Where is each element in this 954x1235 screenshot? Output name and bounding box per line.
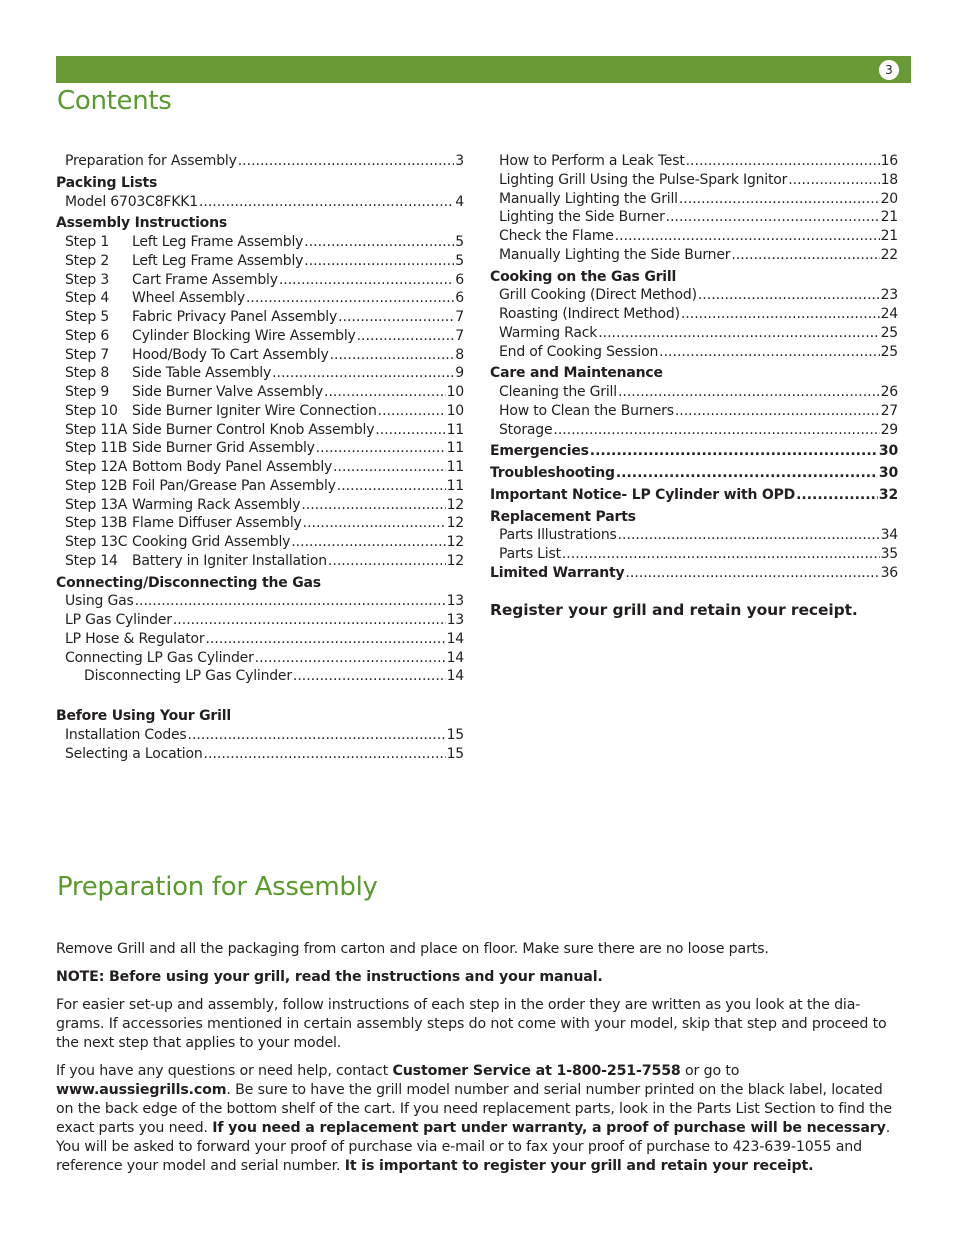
toc-page-number: 12 [446,515,464,532]
toc-entry[interactable] [56,592,464,611]
toc-entry-label: LP Gas Cylinder [65,612,172,628]
toc-page-number: 15 [446,726,464,743]
toc-dot-leader [199,193,454,212]
toc-entry-label: Disconnecting LP Gas Cylinder [84,668,292,685]
toc-entry-label: Step 9 Side Burner Valve Assembly [65,384,323,400]
toc-page-number: 12 [446,552,464,569]
toc-section-heading [490,508,898,527]
toc-entry-label: Using Gas [65,593,134,610]
toc-entry[interactable] [56,271,464,290]
toc-dot-leader [328,552,446,571]
toc-dot-leader [338,308,454,327]
toc-dot-leader [590,442,878,461]
toc-right-column [490,152,898,619]
toc-dot-leader [272,364,454,383]
toc-entry[interactable] [490,286,898,305]
toc-dot-leader [279,271,454,290]
toc-section-heading [56,707,464,726]
toc-step-number: Step 12B [65,477,128,494]
toc-entry[interactable] [56,630,464,649]
toc-step-number: Step 14 [65,552,118,569]
prep-note: NOTE: Before using your grill, read the instructions and your manual. [56,969,603,985]
toc-page-number: 5 [455,234,464,250]
toc-page-number: 14 [446,649,464,666]
toc-dot-leader [675,402,880,421]
toc-dot-leader [330,346,455,365]
toc-page-number: 11 [446,459,464,475]
toc-dot-leader [291,533,445,552]
toc-entry[interactable] [56,514,464,533]
toc-entry-label: Connecting LP Gas Cylinder [65,649,254,666]
toc-dot-leader [615,227,880,246]
toc-entry[interactable] [56,533,464,552]
toc-entry[interactable] [490,526,898,545]
website-link[interactable]: www.aussiegrills.com [56,1082,227,1098]
toc-entry-label: Warming Rack [499,324,598,341]
toc-page-number: 6 [455,271,464,288]
toc-entry-label: Step 3 Cart Frame Assembly [65,271,278,288]
toc-step-number: Step 6 [65,327,110,344]
toc-page-number: 24 [880,306,898,322]
toc-dot-leader [324,383,446,402]
contents-title: Contents [57,86,172,116]
toc-entry[interactable] [56,346,464,365]
toc-page-number: 22 [880,246,898,263]
toc-entry[interactable] [490,486,898,505]
toc-page-number: 10 [446,384,464,400]
toc-spacer [56,686,464,704]
toc-entry[interactable] [56,327,464,346]
prep-paragraph-1: Remove Grill and all the packaging from carton and place on floor. Make sure there are no loose parts. [56,941,769,957]
toc-entry[interactable] [490,324,898,343]
toc-entry[interactable] [56,439,464,458]
toc-entry-label: Step 13A Warming Rack Assembly [65,496,301,513]
toc-entry-label: Step 1 Left Leg Frame Assembly [65,234,304,250]
toc-step-number: Step 13C [65,534,128,550]
toc-dot-leader [686,152,880,171]
toc-entry[interactable] [490,246,898,265]
toc-dot-leader [357,327,455,346]
toc-dot-leader [304,233,454,252]
toc-entry[interactable] [490,442,898,461]
toc-entry[interactable] [56,402,464,421]
toc-dot-leader [378,402,446,421]
toc-page-number: 30 [878,443,898,460]
toc-dot-leader [333,458,445,477]
toc-left-column [56,152,464,763]
toc-page-number: 36 [880,564,898,581]
toc-entry[interactable] [490,402,898,421]
toc-entry-label: Troubleshooting [490,465,615,481]
toc-dot-leader [293,667,446,686]
toc-page-number: 23 [880,287,898,304]
toc-dot-leader [731,246,879,265]
toc-page-number: 13 [446,593,464,610]
toc-step-number: Step 11B [65,440,128,457]
toc-entry-label: Packing Lists [56,174,158,191]
register-note: Register your grill and retain your receipt. [490,600,858,619]
toc-entry[interactable] [56,458,464,477]
toc-entry-label: Before Using Your Grill [56,708,231,724]
toc-entry-label: Step 13C Cooking Grid Assembly [65,534,291,550]
toc-entry[interactable] [490,190,898,209]
toc-entry-label: Care and Maintenance [490,365,663,382]
toc-dot-leader [246,289,454,308]
toc-entry-label: Lighting the Side Burner [499,209,665,226]
toc-entry-label: Step 12B Foil Pan/Grease Pan Assembly [65,477,336,494]
toc-section-heading [490,268,898,287]
toc-entry[interactable] [56,308,464,327]
toc-entry[interactable] [56,611,464,630]
toc-entry-label: Installation Codes [65,726,187,743]
toc-page-number: 14 [446,668,464,685]
toc-step-number: Step 13B [65,515,128,532]
toc-page-number: 20 [880,190,898,207]
toc-entry[interactable] [56,193,464,212]
toc-section-heading [56,574,464,593]
toc-page-number: 11 [446,440,464,457]
toc-step-number: Step 10 [65,402,118,419]
toc-entry[interactable] [56,364,464,383]
toc-page-number: 30 [878,465,898,481]
toc-dot-leader [304,252,454,271]
toc-dot-leader [255,649,446,668]
toc-entry[interactable] [56,745,464,764]
toc-entry-label: Step 8 Side Table Assembly [65,365,272,382]
toc-entry-label: Replacement Parts [490,508,636,525]
toc-step-number: Step 8 [65,365,110,382]
toc-page-number: 16 [880,153,898,169]
toc-dot-leader [616,464,878,483]
toc-page-number: 35 [880,546,898,562]
toc-page-number: 27 [880,402,898,419]
toc-dot-leader [135,592,446,611]
toc-entry[interactable] [490,464,898,483]
toc-entry-label: Selecting a Location [65,745,203,762]
toc-entry-label: Step 13B Flame Diffuser Assembly [65,515,302,532]
toc-dot-leader [625,564,879,583]
toc-entry-label: Step 12A Bottom Body Panel Assembly [65,459,333,475]
toc-page-number: 21 [880,209,898,226]
toc-page-number: 7 [455,309,464,325]
toc-page-number: 11 [446,421,464,438]
toc-entry-label: Check the Flame [499,228,614,244]
toc-entry[interactable] [56,233,464,252]
toc-entry[interactable] [490,152,898,171]
toc-dot-leader [316,439,446,458]
toc-page-number: 6 [455,290,464,307]
toc-page-number: 26 [880,384,898,400]
toc-entry-label: Step 10 Side Burner Igniter Wire Connection [65,402,377,419]
toc-entry-label: Cooking on the Gas Grill [490,268,677,285]
toc-page-number: 3 [455,153,464,169]
toc-entry-label: Connecting/Disconnecting the Gas [56,574,321,591]
toc-entry[interactable] [490,227,898,246]
toc-page-number: 25 [880,343,898,360]
toc-entry-label: Step 11B Side Burner Grid Assembly [65,440,315,457]
toc-dot-leader [188,726,446,745]
toc-section-heading [56,214,464,233]
toc-dot-leader [173,611,446,630]
toc-step-number: Step 2 [65,252,110,269]
toc-entry-label: LP Hose & Regulator [65,630,205,647]
toc-dot-leader [553,421,879,440]
prep-paragraph-3: For easier set-up and assembly, follow instructions of each step in the order they are written as you look at the dia-grams. If accessories mentioned in certain assembly steps do not come with your model, skip that step and proceed to the next step that applies to your model. [56,997,887,1051]
toc-section-heading [490,364,898,383]
toc-page-number: 4 [455,193,464,210]
toc-page-number: 10 [446,402,464,419]
toc-page-number: 29 [880,421,898,438]
toc-entry-label: Step 4 Wheel Assembly [65,290,245,307]
toc-entry[interactable] [490,305,898,324]
toc-dot-leader [205,630,445,649]
toc-entry[interactable] [490,171,898,190]
toc-dot-leader [666,208,880,227]
toc-step-number: Step 4 [65,290,110,307]
toc-entry-label: Step 7 Hood/Body To Cart Assembly [65,346,329,363]
toc-dot-leader [659,343,879,362]
toc-entry[interactable] [56,552,464,571]
toc-entry[interactable] [490,383,898,402]
toc-step-number: Step 9 [65,384,110,400]
toc-page-number: 32 [878,486,898,503]
toc-step-number: Step 12A [65,459,128,475]
toc-entry-label: How to Perform a Leak Test [499,153,685,169]
toc-dot-leader [698,286,880,305]
toc-dot-leader [337,477,446,496]
toc-step-number: Step 11A [65,421,128,438]
toc-step-number: Step 7 [65,346,110,363]
preparation-title: Preparation for Assembly [57,872,378,902]
page-number-badge: 3 [879,60,899,80]
toc-dot-leader [238,152,455,171]
toc-entry-label: Roasting (Indirect Method) [499,306,680,322]
toc-entry[interactable] [56,289,464,308]
toc-entry-label: Manually Lighting the Side Burner [499,246,731,263]
customer-service-phone: Customer Service at 1-800-251-7558 [392,1063,681,1079]
toc-entry-label: Manually Lighting the Grill [499,190,678,207]
toc-entry-label: Step 2 Left Leg Frame Assembly [65,252,304,269]
toc-dot-leader [204,745,446,764]
toc-entry-label: Step 11A Side Burner Control Knob Assembly [65,421,375,438]
toc-page-number: 7 [455,327,464,344]
toc-dot-leader [681,305,880,324]
toc-entry-label: Grill Cooking (Direct Method) [499,287,697,304]
toc-entry[interactable] [490,208,898,227]
toc-dot-leader [679,190,880,209]
toc-entry-label: Assembly Instructions [56,215,227,232]
toc-entry-label: Parts Illustrations [499,527,617,544]
toc-page-number: 21 [880,228,898,244]
toc-page-number: 13 [446,612,464,628]
toc-step-number: Step 5 [65,309,110,325]
toc-entry-label: Model 6703C8FKK1 [65,193,198,210]
toc-page-number: 8 [455,346,464,363]
toc-entry-label: Step 6 Cylinder Blocking Wire Assembly [65,327,356,344]
toc-dot-leader [618,383,880,402]
toc-entry-label: Parts List [499,546,561,562]
toc-entry-label: Lighting Grill Using the Pulse-Spark Ignitor [499,171,788,188]
toc-page-number: 18 [880,171,898,188]
toc-entry[interactable] [56,152,464,171]
toc-dot-leader [303,514,446,533]
toc-entry[interactable] [490,545,898,564]
toc-entry[interactable] [490,421,898,440]
toc-entry-label: End of Cooking Session [499,343,659,360]
toc-entry[interactable] [56,252,464,271]
toc-entry[interactable] [56,726,464,745]
toc-entry[interactable] [56,383,464,402]
toc-page-number: 11 [446,477,464,494]
toc-dot-leader [301,496,445,515]
toc-section-heading [56,174,464,193]
toc-step-number: Step 3 [65,271,110,288]
toc-step-number: Step 13A [65,496,128,513]
toc-entry[interactable] [56,496,464,515]
toc-entry-label: Storage [499,421,553,438]
toc-dot-leader [796,486,878,505]
toc-dot-leader [562,545,880,564]
toc-page-number: 15 [446,745,464,762]
toc-entry-label: Step 5 Fabric Privacy Panel Assembly [65,309,338,325]
toc-dot-leader [618,526,880,545]
toc-entry-label: Preparation for Assembly [65,153,237,169]
toc-entry[interactable] [56,421,464,440]
toc-entry-label: Cleaning the Grill [499,384,617,400]
toc-dot-leader [598,324,879,343]
toc-page-number: 34 [880,527,898,544]
toc-page-number: 5 [455,252,464,269]
toc-dot-leader [788,171,879,190]
toc-entry-label: Emergencies [490,443,589,460]
preparation-body [56,940,896,1185]
toc-page-number: 9 [455,365,464,382]
toc-dot-leader [375,421,445,440]
toc-entry-label: Limited Warranty [490,564,625,581]
toc-page-number: 12 [446,534,464,550]
toc-entry[interactable] [56,667,464,686]
toc-page-number: 14 [446,630,464,647]
prep-paragraph-4: If you have any questions or need help, contact Customer Service at 1-800-251-7558 or go to www.aussiegrills.com. Be sure to have the grill model number and serial number printed on the black label, located on the back edge of the bottom shelf of the cart. If you need replacement parts, look in the Parts List Section to find the exact parts you need. If you need a replacement part under warranty, a proof of purchase will be necessary. You will be asked to forward your proof of purchase via e-mail or to fax your proof of purchase to 423-639-1055 and reference your model and serial number. It is important to register your grill and retain your receipt. [56,1063,892,1174]
toc-entry-label: Step 14 Battery in Igniter Installation [65,552,327,569]
toc-entry[interactable] [56,477,464,496]
header-bar [56,56,911,83]
toc-entry-label: Important Notice- LP Cylinder with OPD [490,486,796,503]
toc-entry-label: How to Clean the Burners [499,402,674,419]
toc-page-number: 25 [880,324,898,341]
toc-entry[interactable] [56,649,464,668]
toc-page-number: 12 [446,496,464,513]
toc-step-number: Step 1 [65,234,110,250]
toc-entry[interactable] [490,343,898,362]
toc-entry[interactable] [490,564,898,583]
